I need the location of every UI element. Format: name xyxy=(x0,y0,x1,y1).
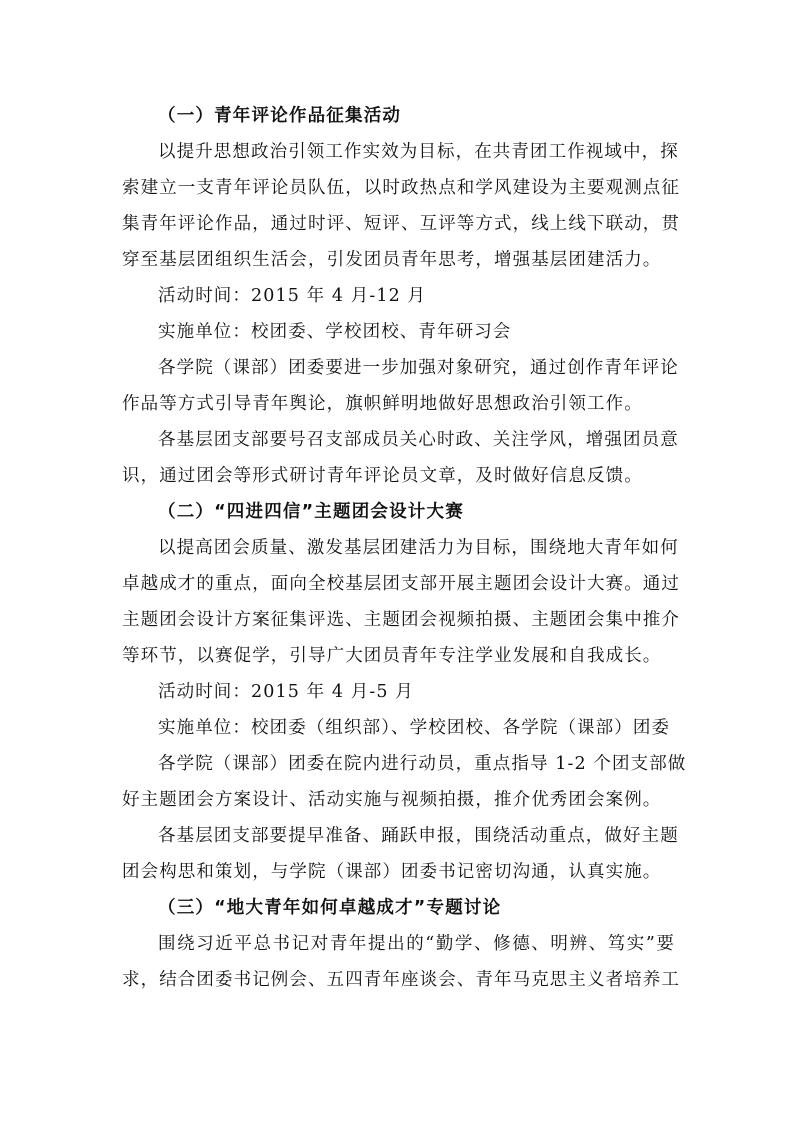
section-1-paragraph-2-line-2: 作品等方式引导青年舆论，旗帜鲜明地做好思想政治引领工作。 xyxy=(122,394,643,414)
section-2-paragraph-2-line-1: 各学院（课部）团委在院内进行动员，重点指导 1-2 个团支部做 xyxy=(158,754,687,774)
section-1-paragraph-2-line-1: 各学院（课部）团委要进一步加强对象研究，通过创作青年评论 xyxy=(158,358,679,378)
section-2-paragraph-1-line-4: 等环节，以赛促学，引导广大团员青年专注学业发展和自我成长。 xyxy=(122,646,662,666)
section-2-paragraph-1-line-1: 以提高团会质量、激发基层团建活力为目标，围绕地大青年如何 xyxy=(158,538,679,558)
section-3-heading: （三）“地大青年如何卓越成才”专题讨论 xyxy=(158,898,502,918)
section-3-paragraph-1-line-2: 求，结合团委书记例会、五四青年座谈会、青年马克思主义者培养工 xyxy=(122,970,680,990)
section-1-activity-time: 活动时间：2015 年 4 月-12 月 xyxy=(158,286,427,306)
section-1-paragraph-3-line-1: 各基层团支部要号召支部成员关心时政、关注学风，增强团员意 xyxy=(158,430,679,450)
section-2-paragraph-3-line-1: 各基层团支部要提早准备、踊跃申报，围绕活动重点，做好主题 xyxy=(158,826,679,846)
section-1-paragraph-3-line-2: 识，通过团会等形式研讨青年评论员文章，及时做好信息反馈。 xyxy=(122,466,643,486)
section-2-heading: （二）“四进四信”主题团会设计大赛 xyxy=(158,502,464,522)
section-2-paragraph-3-line-2: 团会构思和策划，与学院（课部）团委书记密切沟通，认真实施。 xyxy=(122,862,662,882)
section-1-paragraph-1-line-4: 穿至基层团组织生活会，引发团员青年思考，增强基层团建活力。 xyxy=(122,250,662,270)
section-3-paragraph-1-line-1: 围绕习近平总书记对青年提出的“勤学、修德、明辨、笃实”要 xyxy=(158,934,675,954)
document-page xyxy=(122,98,687,998)
section-2-paragraph-2-line-2: 好主题团会方案设计、活动实施与视频拍摄，推介优秀团会案例。 xyxy=(122,790,662,810)
section-1-heading: （一）青年评论作品征集活动 xyxy=(158,106,402,126)
section-1-implementing-units: 实施单位：校团委、学校团校、青年研习会 xyxy=(158,322,512,342)
section-1-paragraph-1-line-3: 集青年评论作品，通过时评、短评、互评等方式，线上线下联动，贯 xyxy=(122,214,680,234)
section-2-activity-time: 活动时间：2015 年 4 月-5 月 xyxy=(158,682,414,702)
section-2-paragraph-1-line-2: 卓越成才的重点，面向全校基层团支部开展主题团会设计大赛。通过 xyxy=(122,574,680,594)
section-1-paragraph-1-line-1: 以提升思想政治引领工作实效为目标，在共青团工作视域中，探 xyxy=(158,142,679,162)
section-2-paragraph-1-line-3: 主题团会设计方案征集评选、主题团会视频拍摄、主题团会集中推介 xyxy=(122,610,680,630)
section-1-paragraph-1-line-2: 索建立一支青年评论员队伍，以时政热点和学风建设为主要观测点征 xyxy=(122,178,680,198)
section-2-implementing-units: 实施单位：校团委（组织部）、学校团校、各学院（课部）团委 xyxy=(158,718,671,738)
